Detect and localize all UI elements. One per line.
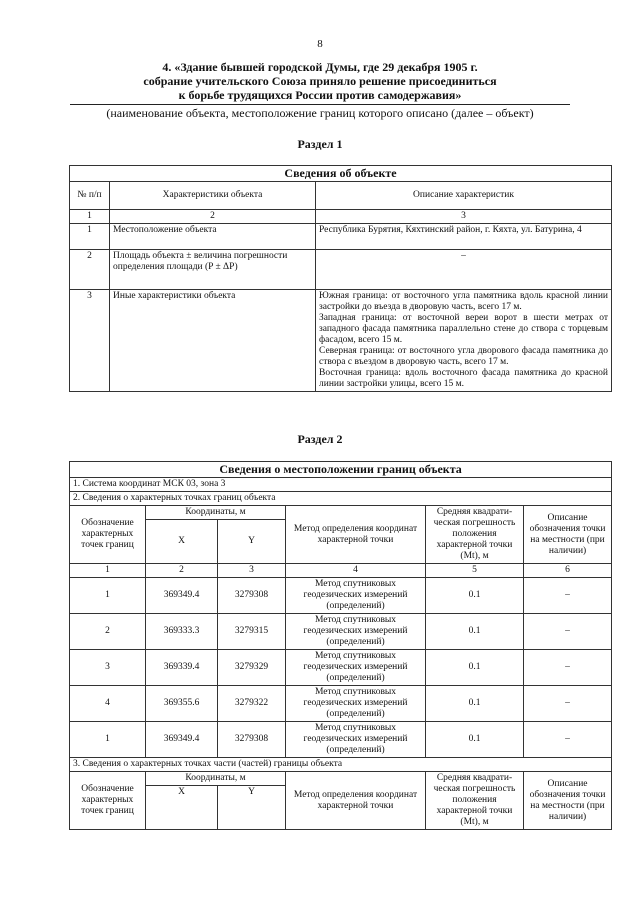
col-number-3: 3 [316, 210, 612, 224]
row-number: 2 [70, 250, 110, 290]
part-header-coordinates: Координаты, м [146, 772, 286, 786]
point-id: 2 [70, 614, 146, 650]
point-id: 3 [70, 650, 146, 686]
col-number-3: 3 [218, 564, 286, 578]
point-y: 3279322 [218, 686, 286, 722]
point-method: Метод спутниковых геодезических измерений (определений) [286, 614, 426, 650]
point-accuracy: 0.1 [426, 686, 524, 722]
boundary-table-title: Сведения о местоположении границ объекта [70, 462, 612, 478]
point-y: 3279315 [218, 614, 286, 650]
table-row [70, 250, 612, 290]
row-number: 1 [70, 224, 110, 250]
row-characteristic: Иные характеристики объекта [110, 290, 316, 392]
table-row [70, 650, 612, 686]
point-x: 369339.4 [146, 650, 218, 686]
point-id: 4 [70, 686, 146, 722]
header-coordinates: Координаты, м [146, 506, 286, 520]
title-line-2: собрание учительского Союза приняло решение присоединиться [143, 74, 497, 88]
table-row [70, 686, 612, 722]
point-y: 3279329 [218, 650, 286, 686]
col-number-2: 2 [146, 564, 218, 578]
part-points-section-title: 3. Сведения о характерных точках части (частей) границы объекта [70, 758, 612, 772]
row-description: – [316, 250, 612, 290]
point-accuracy: 0.1 [426, 650, 524, 686]
col-number-1: 1 [70, 564, 146, 578]
point-id: 1 [70, 578, 146, 614]
point-method: Метод спутниковых геодезических измерений (определений) [286, 686, 426, 722]
col-number-2: 2 [110, 210, 316, 224]
title-line-3: к борьбе трудящихся России против самодержавия» [178, 88, 462, 102]
col-number-6: 6 [524, 564, 612, 578]
row-characteristic: Площадь объекта ± величина погрешности определения площади (P ± ΔP) [110, 250, 316, 290]
south-boundary-text: Южная граница: от восточного угла памятника вдоль красной линии застройки до въезда в дворовую часть, всего 17 м. [319, 291, 609, 312]
table-row [70, 722, 612, 758]
header-method: Метод определения координат характерной точки [286, 506, 426, 564]
point-x: 369349.4 [146, 578, 218, 614]
point-x: 369355.6 [146, 686, 218, 722]
boundary-points-table [69, 461, 612, 830]
point-accuracy: 0.1 [426, 578, 524, 614]
point-x: 369333.3 [146, 614, 218, 650]
object-info-title: Сведения об объекте [70, 166, 612, 182]
east-boundary-text: Восточная граница: вдоль восточного фасада памятника до красной линии застройки улицы, всего 15 м. [319, 368, 609, 389]
col-header-description: Описание характеристик [316, 182, 612, 210]
table-row [70, 614, 612, 650]
point-description: – [524, 578, 612, 614]
point-description: – [524, 686, 612, 722]
point-accuracy: 0.1 [426, 614, 524, 650]
point-x: 369349.4 [146, 722, 218, 758]
point-description: – [524, 614, 612, 650]
col-number-1: 1 [70, 210, 110, 224]
part-header-y: Y [218, 786, 286, 830]
point-description: – [524, 650, 612, 686]
part-header-accuracy: Средняя квадрати-ческая погрешность положения характерной точки (Mt), м [426, 772, 524, 830]
points-section-title: 2. Сведения о характерных точках границ объекта [70, 492, 612, 506]
row-number: 3 [70, 290, 110, 392]
col-header-characteristic: Характеристики объекта [110, 182, 316, 210]
page-number: 8 [317, 38, 323, 50]
point-accuracy: 0.1 [426, 722, 524, 758]
point-description: – [524, 722, 612, 758]
part-header-point-designation: Обозначение характерных точек границ [70, 772, 146, 830]
section-2-heading: Раздел 2 [297, 432, 343, 446]
coordinate-system: 1. Система координат МСК 03, зона 3 [70, 478, 612, 492]
object-info-table [69, 165, 612, 392]
header-y: Y [218, 520, 286, 564]
title-caption: (наименование объекта, местоположение границ которого описано (далее – объект) [106, 106, 534, 120]
point-method: Метод спутниковых геодезических измерений (определений) [286, 650, 426, 686]
col-number-4: 4 [286, 564, 426, 578]
row-description [316, 290, 612, 392]
point-y: 3279308 [218, 578, 286, 614]
point-y: 3279308 [218, 722, 286, 758]
title-line-1: 4. «Здание бывшей городской Думы, где 29 декабря 1905 г. [162, 60, 478, 74]
col-number-5: 5 [426, 564, 524, 578]
header-point-description: Описание обозначения точки на местности (при наличии) [524, 506, 612, 564]
point-method: Метод спутниковых геодезических измерений (определений) [286, 722, 426, 758]
part-header-point-description: Описание обозначения точки на местности (при наличии) [524, 772, 612, 830]
col-header-number: № п/п [70, 182, 110, 210]
title-underline [70, 104, 570, 105]
north-boundary-text: Северная граница: от восточного угла дворового фасада памятника до створа с въездом в дворовую часть, всего 17 м. [319, 346, 609, 367]
row-description: Республика Бурятия, Кяхтинский район, г. Кяхта, ул. Батурина, 4 [316, 224, 612, 250]
header-point-designation: Обозначение характерных точек границ [70, 506, 146, 564]
section-1-heading: Раздел 1 [297, 137, 343, 151]
object-title [70, 60, 570, 102]
part-header-method: Метод определения координат характерной точки [286, 772, 426, 830]
table-row [70, 290, 612, 392]
point-id: 1 [70, 722, 146, 758]
header-accuracy: Средняя квадрати-ческая погрешность положения характерной точки (Mt), м [426, 506, 524, 564]
header-x: X [146, 520, 218, 564]
part-header-x: X [146, 786, 218, 830]
table-row [70, 224, 612, 250]
point-method: Метод спутниковых геодезических измерений (определений) [286, 578, 426, 614]
row-characteristic: Местоположение объекта [110, 224, 316, 250]
west-boundary-text: Западная граница: от восточной вереи ворот в шести метрах от западного фасада памятника параллельно стене до створа с торцевым фасадом, всего 15 м. [319, 313, 609, 345]
table-row [70, 578, 612, 614]
